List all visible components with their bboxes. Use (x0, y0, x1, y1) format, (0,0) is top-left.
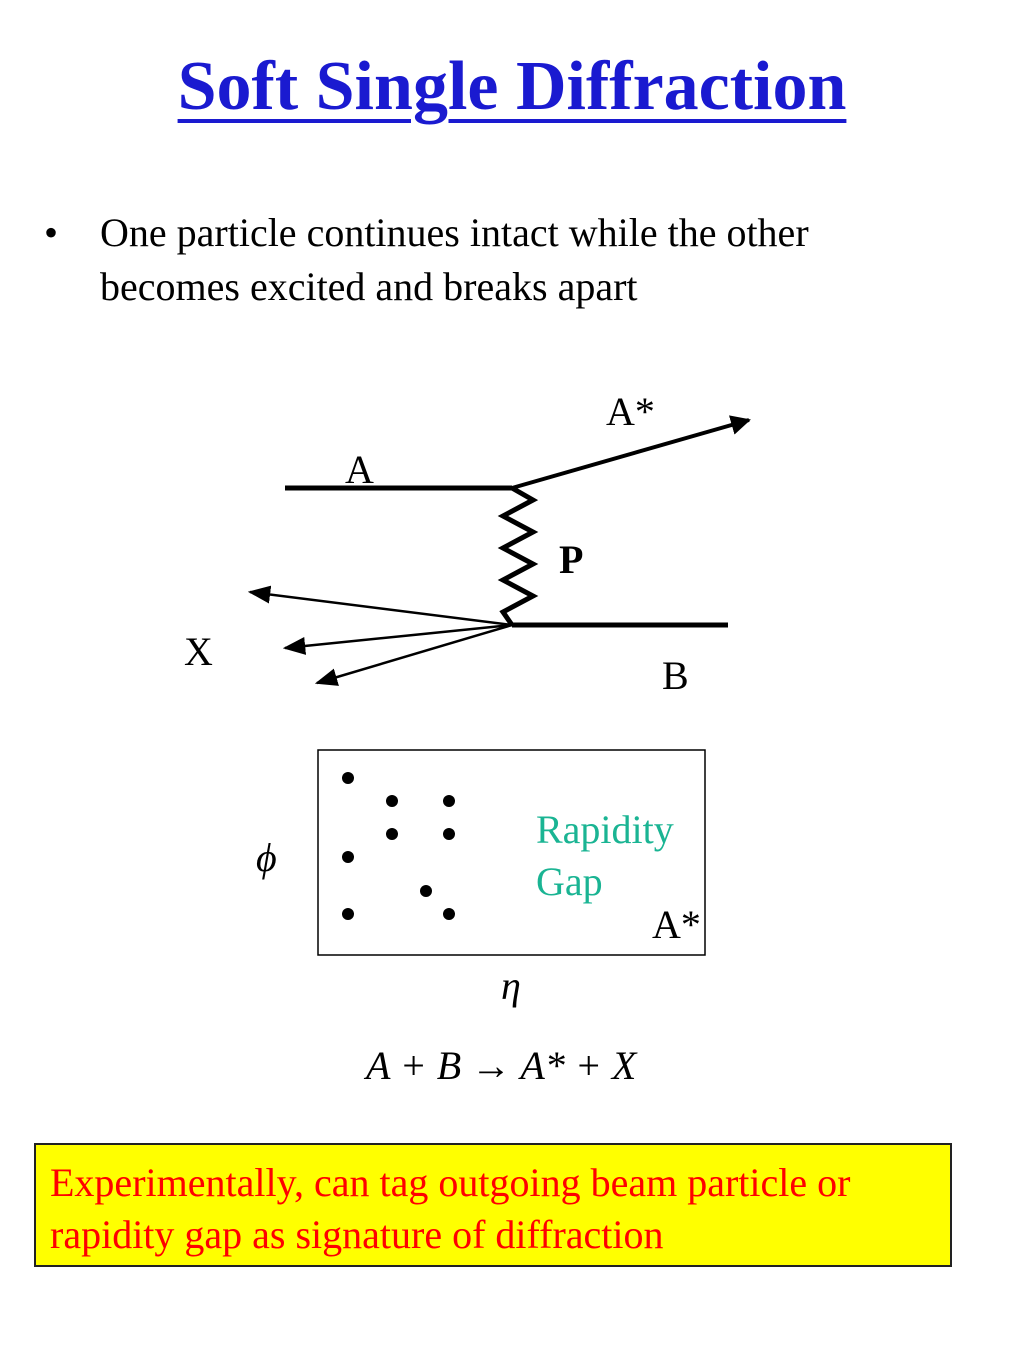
bullet-text: One particle continues intact while the other becomes excited and breaks apart (100, 210, 809, 309)
particle-dot (443, 828, 455, 840)
rapidity-plot-particles (342, 772, 455, 920)
axis-label-phi: ϕ (256, 835, 277, 880)
slide-title: Soft Single Diffraction (177, 48, 847, 125)
particle-dot (420, 885, 432, 897)
pomeron-exchange-zigzag (503, 488, 533, 625)
particle-dot (386, 828, 398, 840)
particle-dot (386, 795, 398, 807)
experimental-note-text: Experimentally, can tag outgoing beam particle or rapidity gap as signature of diffraction (50, 1160, 851, 1257)
particle-dot (443, 795, 455, 807)
label-x-system: X (184, 629, 213, 674)
label-a-incoming: A (345, 447, 374, 492)
dissociation-x-arrow-2 (285, 625, 512, 648)
experimental-note-box (34, 1143, 952, 1267)
reaction-equation: A + B → A* + X (366, 1043, 637, 1088)
label-pomeron: P (559, 537, 584, 582)
axis-label-eta: η (501, 963, 521, 1008)
label-a-star-outgoing: A* (606, 389, 655, 434)
rapidity-gap-label (536, 804, 674, 908)
bullet-marker: • (44, 210, 59, 255)
rapidity-gap-label-line1: Rapidity (536, 807, 674, 852)
rapidity-gap-label-line2: Gap (536, 859, 603, 904)
dissociation-x-arrow-1 (250, 592, 512, 625)
particle-dot (443, 908, 455, 920)
particle-dot (342, 851, 354, 863)
label-b: B (662, 653, 689, 698)
particle-dot (342, 908, 354, 920)
label-a-star-plot: A* (652, 902, 701, 947)
particle-dot (342, 772, 354, 784)
